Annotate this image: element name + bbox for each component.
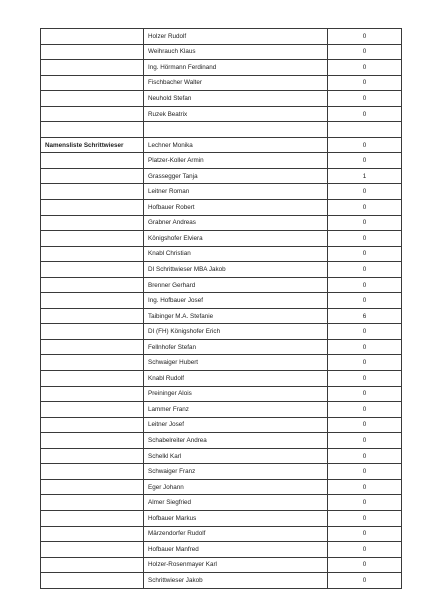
group-cell [41, 60, 144, 76]
group-cell [41, 184, 144, 200]
count-cell: 0 [328, 464, 402, 480]
group-cell [41, 262, 144, 278]
count-cell: 0 [328, 557, 402, 573]
group-cell [41, 542, 144, 558]
count-cell: 0 [328, 479, 402, 495]
count-cell: 0 [328, 262, 402, 278]
group-cell [41, 277, 144, 293]
name-cell: Leitner Josef [144, 417, 328, 433]
group-cell [41, 479, 144, 495]
group-cell [41, 464, 144, 480]
group-cell [41, 75, 144, 91]
count-cell: 0 [328, 339, 402, 355]
name-cell: DI (FH) Königshofer Erich [144, 324, 328, 340]
count-cell: 1 [328, 168, 402, 184]
count-cell: 0 [328, 573, 402, 589]
name-cell: Knabl Christian [144, 246, 328, 262]
name-cell: Fellnhofer Stefan [144, 339, 328, 355]
name-cell: Ing. Hofbauer Josef [144, 293, 328, 309]
table-row [41, 29, 402, 45]
name-cell [144, 122, 328, 138]
name-cell: Schelkl Karl [144, 448, 328, 464]
table-row [41, 573, 402, 589]
table-row [41, 262, 402, 278]
table-row [41, 106, 402, 122]
name-cell: Lammer Franz [144, 402, 328, 418]
table-row [41, 339, 402, 355]
table-row [41, 168, 402, 184]
table-row [41, 60, 402, 76]
group-cell [41, 557, 144, 573]
table-row [41, 448, 402, 464]
table-row [41, 464, 402, 480]
table-row [41, 386, 402, 402]
count-cell: 0 [328, 44, 402, 60]
name-cell: Grabner Andreas [144, 215, 328, 231]
group-cell [41, 371, 144, 387]
count-cell: 0 [328, 277, 402, 293]
count-cell: 6 [328, 308, 402, 324]
name-cell: Holzer Rudolf [144, 29, 328, 45]
count-cell [328, 122, 402, 138]
group-cell [41, 324, 144, 340]
group-cell [41, 168, 144, 184]
group-cell [41, 122, 144, 138]
group-cell [41, 153, 144, 169]
name-cell: Holzer-Rosenmayer Karl [144, 557, 328, 573]
name-cell: Fischbacher Walter [144, 75, 328, 91]
group-cell [41, 510, 144, 526]
table-row [41, 246, 402, 262]
table-row [41, 557, 402, 573]
group-title: Namensliste Schrittwieser [41, 137, 144, 153]
count-cell: 0 [328, 448, 402, 464]
name-cell: Eger Johann [144, 479, 328, 495]
name-list-body [41, 29, 402, 589]
name-cell: Ing. Hörmann Ferdinand [144, 60, 328, 76]
group-cell [41, 91, 144, 107]
table-row [41, 200, 402, 216]
name-cell: Grassegger Tanja [144, 168, 328, 184]
table-row [41, 526, 402, 542]
name-cell: Almer Siegfried [144, 495, 328, 511]
name-cell: Hofbauer Robert [144, 200, 328, 216]
count-cell: 0 [328, 75, 402, 91]
name-cell: Schrittwieser Jakob [144, 573, 328, 589]
name-cell: Lechner Monika [144, 137, 328, 153]
group-cell [41, 339, 144, 355]
count-cell: 0 [328, 137, 402, 153]
table-row [41, 479, 402, 495]
count-cell: 0 [328, 91, 402, 107]
group-cell [41, 293, 144, 309]
group-cell [41, 386, 144, 402]
group-cell [41, 355, 144, 371]
table-row [41, 293, 402, 309]
table-row [41, 371, 402, 387]
group-cell [41, 215, 144, 231]
table-row [41, 153, 402, 169]
name-cell: Brenner Gerhard [144, 277, 328, 293]
name-cell: Ruzek Beatrix [144, 106, 328, 122]
group-cell [41, 246, 144, 262]
name-cell: Märzendorfer Rudolf [144, 526, 328, 542]
group-cell [41, 433, 144, 449]
table-row [41, 231, 402, 247]
name-cell: Taibinger M.A. Stefanie [144, 308, 328, 324]
table-row [41, 433, 402, 449]
table-row [41, 417, 402, 433]
count-cell: 0 [328, 526, 402, 542]
name-cell: Schwaiger Franz [144, 464, 328, 480]
name-cell: Hofbauer Manfred [144, 542, 328, 558]
count-cell: 0 [328, 542, 402, 558]
count-cell: 0 [328, 371, 402, 387]
count-cell: 0 [328, 417, 402, 433]
group-cell [41, 44, 144, 60]
name-cell: Königshofer Elviera [144, 231, 328, 247]
group-cell [41, 106, 144, 122]
table-row [41, 495, 402, 511]
count-cell: 0 [328, 153, 402, 169]
table-row [41, 75, 402, 91]
table-row [41, 308, 402, 324]
name-cell: Platzer-Koller Armin [144, 153, 328, 169]
count-cell: 0 [328, 215, 402, 231]
name-cell: DI Schrittwieser MBA Jakob [144, 262, 328, 278]
group-cell [41, 231, 144, 247]
table-row [41, 324, 402, 340]
count-cell: 0 [328, 495, 402, 511]
count-cell: 0 [328, 106, 402, 122]
table-row [41, 184, 402, 200]
table-row [41, 44, 402, 60]
group-cell [41, 448, 144, 464]
count-cell: 0 [328, 355, 402, 371]
group-cell [41, 200, 144, 216]
group-cell [41, 29, 144, 45]
count-cell: 0 [328, 231, 402, 247]
count-cell: 0 [328, 29, 402, 45]
name-cell: Knabl Rudolf [144, 371, 328, 387]
table-row [41, 355, 402, 371]
count-cell: 0 [328, 246, 402, 262]
count-cell: 0 [328, 184, 402, 200]
name-cell: Weihrauch Klaus [144, 44, 328, 60]
name-cell: Schabelreiter Andrea [144, 433, 328, 449]
group-cell [41, 573, 144, 589]
name-cell: Preininger Alois [144, 386, 328, 402]
name-cell: Hofbauer Markus [144, 510, 328, 526]
count-cell: 0 [328, 402, 402, 418]
spacer-row [41, 122, 402, 138]
group-cell [41, 308, 144, 324]
table-row [41, 510, 402, 526]
group-cell [41, 402, 144, 418]
name-cell: Neuhold Stefan [144, 91, 328, 107]
count-cell: 0 [328, 386, 402, 402]
count-cell: 0 [328, 200, 402, 216]
name-cell: Schwaiger Hubert [144, 355, 328, 371]
name-list-table [40, 28, 402, 589]
count-cell: 0 [328, 510, 402, 526]
group-cell [41, 526, 144, 542]
group-cell [41, 495, 144, 511]
table-row [41, 91, 402, 107]
table-row [41, 215, 402, 231]
table-row [41, 277, 402, 293]
table-row [41, 137, 402, 153]
count-cell: 0 [328, 293, 402, 309]
count-cell: 0 [328, 433, 402, 449]
name-cell: Leitner Roman [144, 184, 328, 200]
table-row [41, 402, 402, 418]
table-row [41, 542, 402, 558]
group-cell [41, 417, 144, 433]
count-cell: 0 [328, 60, 402, 76]
count-cell: 0 [328, 324, 402, 340]
